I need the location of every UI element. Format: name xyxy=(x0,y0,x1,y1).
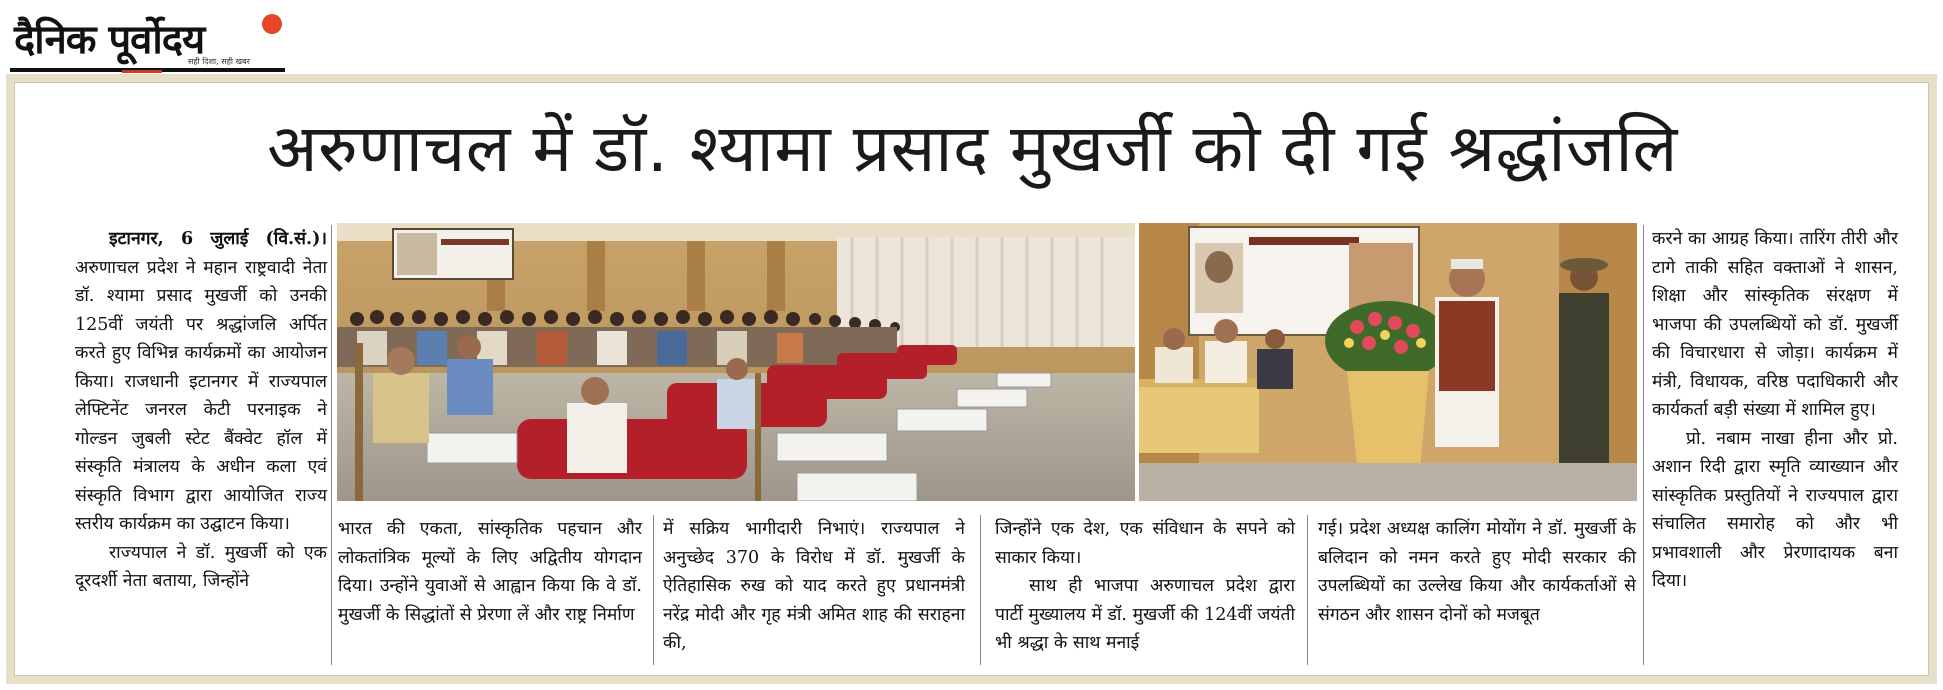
column-rule xyxy=(980,515,981,665)
column-rule xyxy=(1643,225,1644,665)
right-paragraph-1: करने का आग्रह किया। तारिंग तीरी और टागे ताकी सहित वक्ताओं ने शासन, शिक्षा और सांस्कृतिक संरक्षण में भाजपा की उपलब्धियों को डॉ. मुखर्जी की विचारधारा से जोड़ा। कार्यक्रम में मंत्री, विधायक, वरिष्ठ पदाधिकारी और कार्यकर्ता बड़ी संख्या में शामिल हुए। xyxy=(1652,229,1898,420)
stage-photo-image xyxy=(1139,223,1637,501)
column-rule xyxy=(1307,515,1308,665)
right-text-column xyxy=(1652,225,1898,675)
column-rule xyxy=(331,225,332,665)
bottom-text-column-4: गई। प्रदेश अध्यक्ष कालिंग मोयोंग ने डॉ. मुखर्जी के बलिदान को नमन करते हुए मोदी सरकार की उपलब्धियों का उल्लेख किया और कार्यकर्ताओं से संगठन और शासन दोनों को मजबूत xyxy=(1318,519,1636,625)
bottom-text-column-3 xyxy=(995,515,1295,675)
logo-text: दैनिक पूर्वोदय xyxy=(14,17,205,63)
masthead xyxy=(0,0,1943,76)
audience-photo xyxy=(337,223,1135,501)
logo-tagline: सही दिशा, सही खबर xyxy=(188,57,250,66)
bottom-text-column-3-p2: साथ ही भाजपा अरुणाचल प्रदेश द्वारा पार्टी मुख्यालय में डॉ. मुखर्जी की 124वीं जयंती भी श्रद्धा के साथ मनाई xyxy=(995,576,1295,653)
right-paragraph-2: प्रो. नबाम नाखा हीना और प्रो. अशान रिदी द्वारा स्मृति व्याख्यान और सांस्कृतिक प्रस्तुतियों ने राज्यपाल द्वारा संचालित समारोह को और भी प्रभावशाली और प्रेरणादायक बना दिया। xyxy=(1652,428,1898,591)
newspaper-logo xyxy=(10,6,285,72)
article-panel xyxy=(14,82,1929,676)
audience-photo-image xyxy=(337,223,1135,501)
left-paragraph-2: राज्यपाल ने डॉ. मुखर्जी को एक दूरदर्शी नेता बताया, जिन्होंने xyxy=(75,542,327,591)
left-paragraph-1 xyxy=(75,225,327,539)
article-headline: अरुणाचल में डॉ. श्यामा प्रसाद मुखर्जी को दी गई श्रद्धांजलि xyxy=(267,110,1678,187)
bottom-text-column-2: में सक्रिय भागीदारी निभाएं। राज्यपाल ने अनुच्छेद 370 के विरोध में डॉ. मुखर्जी के ऐतिहासिक रुख को याद करते हुए प्रधानमंत्री नरेंद्र मोदी और गृह मंत्री अमित शाह की सराहना की, xyxy=(663,519,965,653)
logo-rule-accent xyxy=(122,70,162,73)
logo-sun-icon xyxy=(262,14,282,34)
left-text-column xyxy=(75,225,327,675)
stage-photo xyxy=(1139,223,1637,501)
column-rule xyxy=(653,515,654,665)
bottom-text-column-1: भारत की एकता, सांस्कृतिक पहचान और लोकतांत्रिक मूल्यों के लिए अद्वितीय योगदान दिया। उन्होंने युवाओं से आह्वान किया कि वे डॉ. मुखर्जी के सिद्धांतों से प्रेरणा लें और राष्ट्र निर्माण xyxy=(338,519,642,625)
bottom-text-column-3-p1: जिन्होंने एक देश, एक संविधान के सपने को साकार किया। xyxy=(995,519,1295,568)
left-paragraph-1-body: अरुणाचल प्रदेश ने महान राष्ट्रवादी नेता डॉ. श्यामा प्रसाद मुखर्जी को उनकी 125वीं जयंती पर श्रद्धांजलि अर्पित करते हुए विभिन्न कार्यक्रमों का आयोजन किया। राजधानी इटानगर में राज्यपाल लेफ्टिनेंट जनरल केटी परनाइक ने गोल्डन जुबली स्टेट बैंक्वेट हॉल में संस्कृति मंत्रालय के अधीन कला एवं संस्कृति विभाग द्वारा आयोजित राज्य स्तरीय कार्यक्रम का उद्घाटन किया। xyxy=(75,257,327,534)
article-frame xyxy=(6,74,1937,684)
dateline: इटानगर, 6 जुलाई (वि.सं.)। xyxy=(109,229,327,249)
